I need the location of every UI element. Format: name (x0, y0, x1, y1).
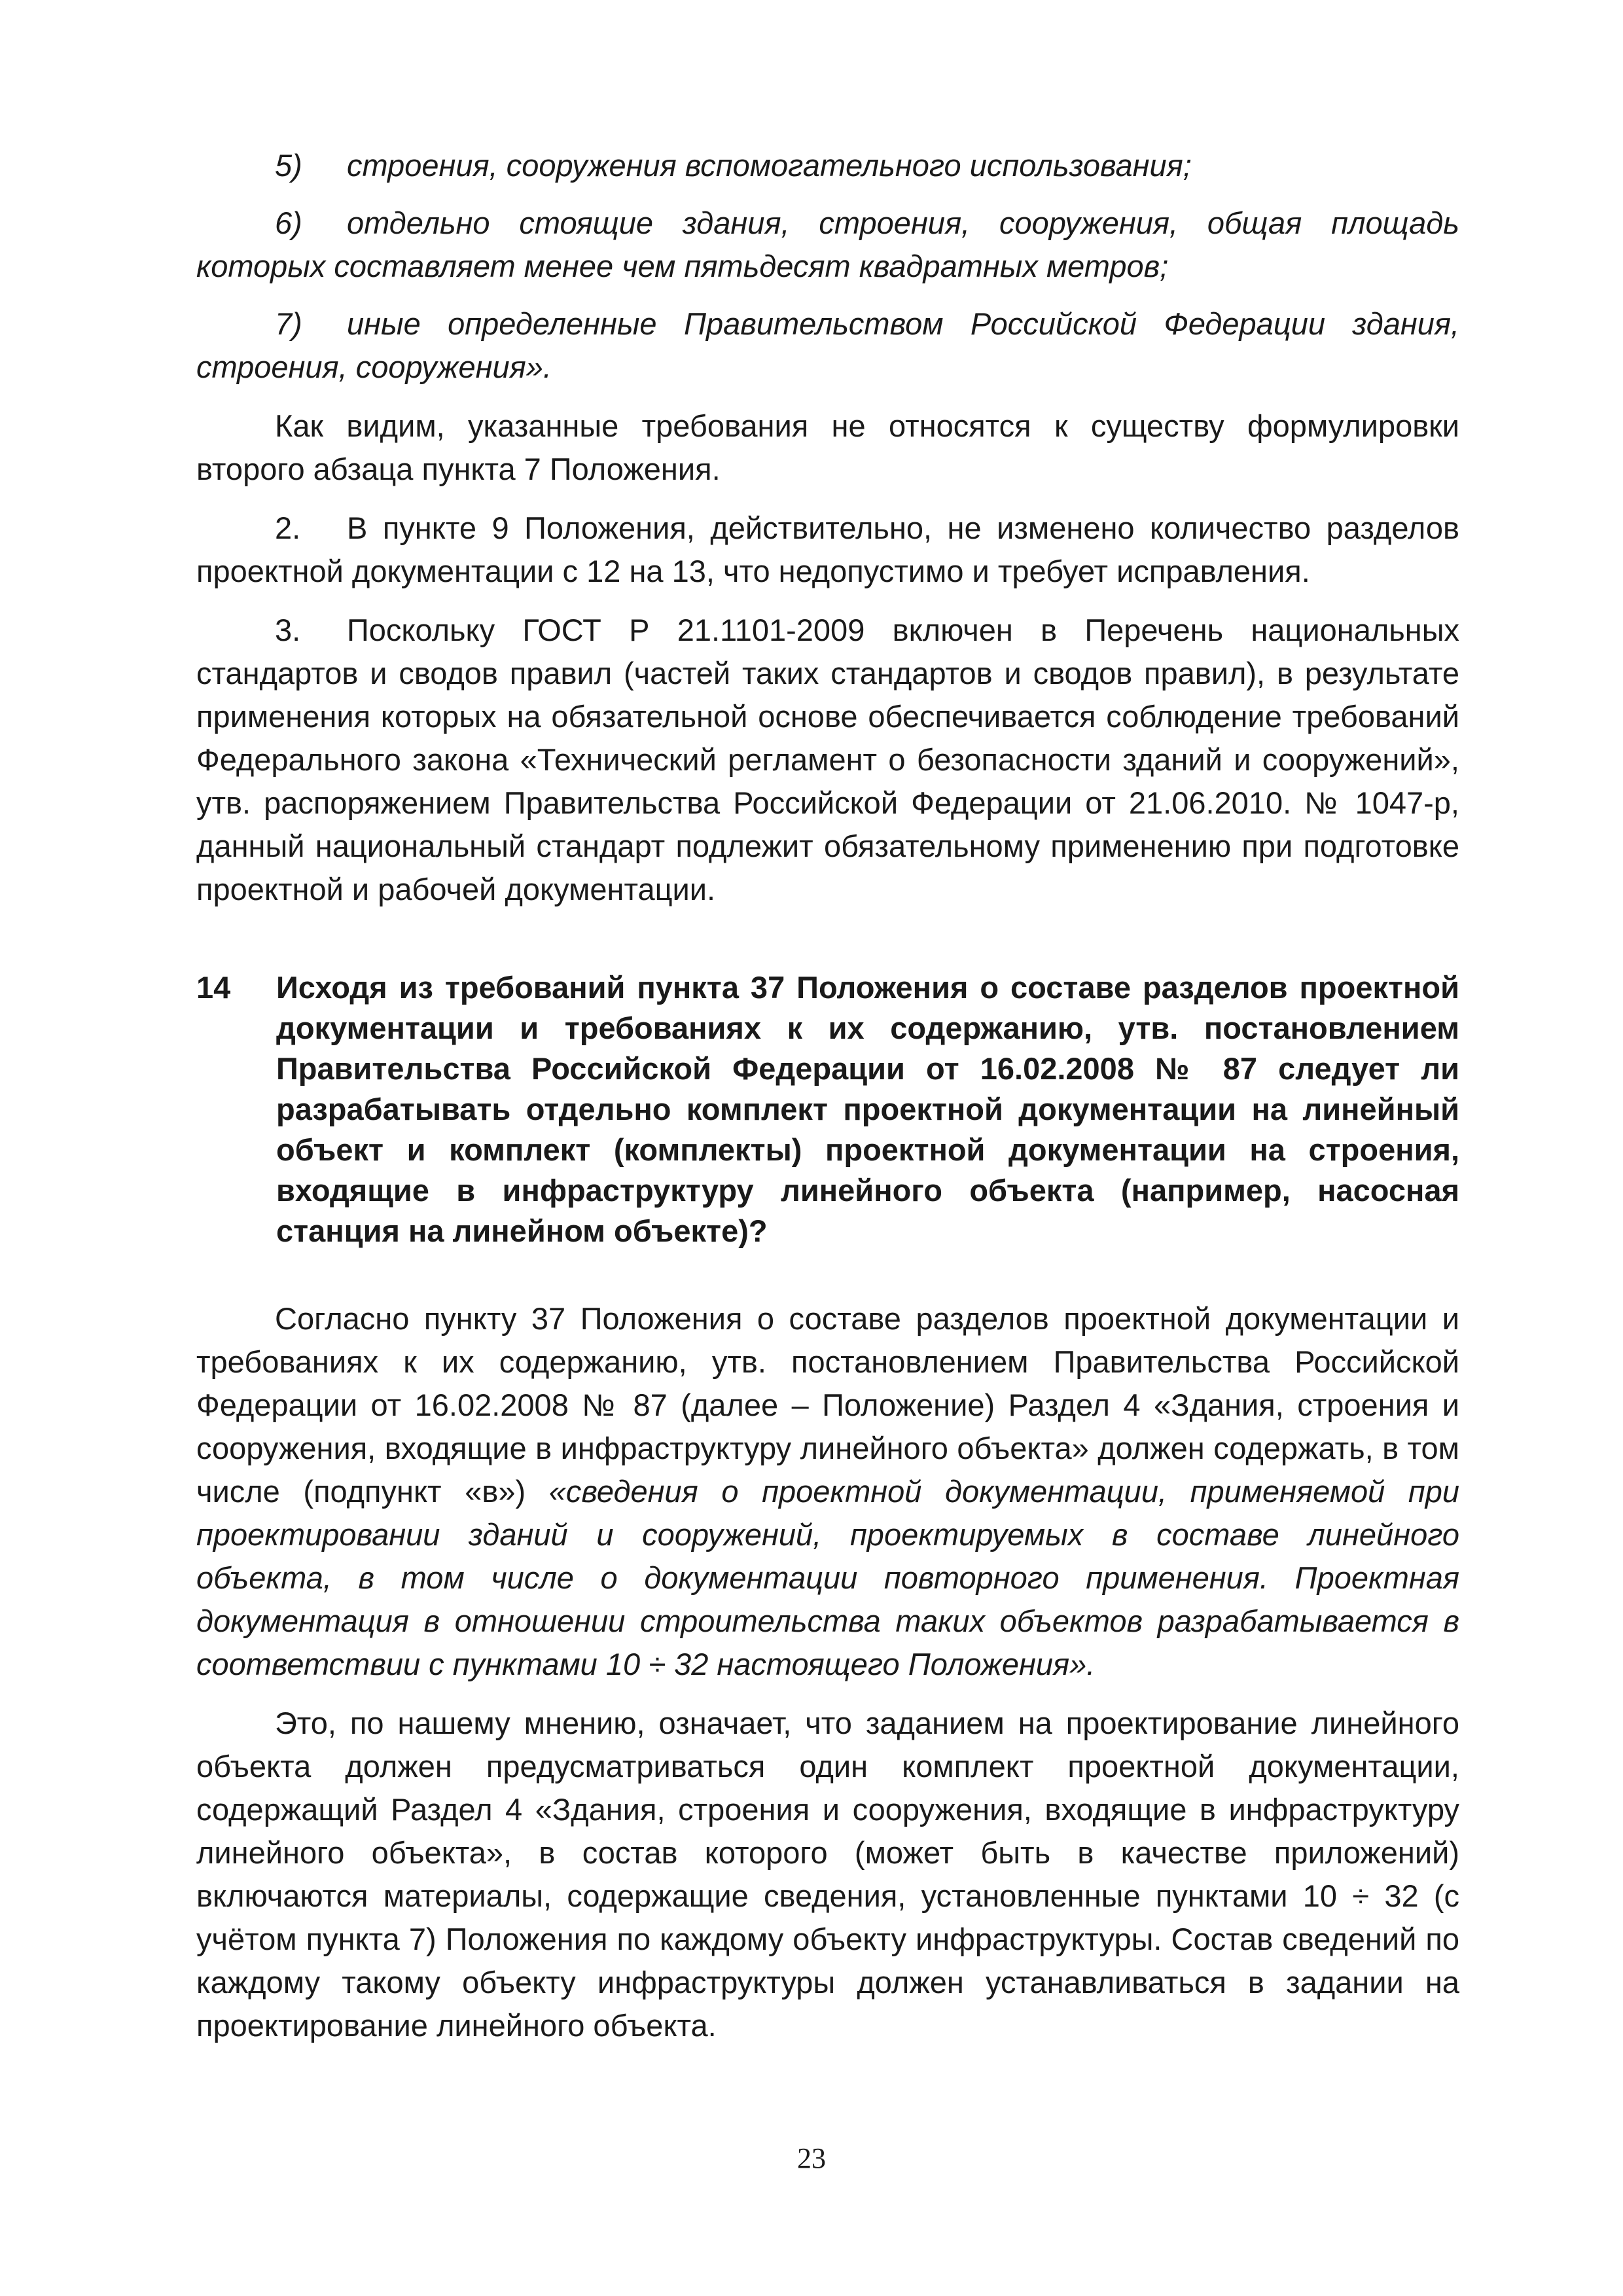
list-item-number: 6) (275, 206, 302, 240)
answer-lead-text: Согласно пункту 37 Положения о составе разделов проектной документации и требованиях к их содержанию, утв. постановлением Правительства Российской Федерации от 16.02.2008 № 87 (далее – Положение) Раздел 4 «Здания, строения и сооружения, входящие в инфраструктуру линейного объекта» должен содержать, в том числе (подпункт «в») (196, 1301, 1459, 1509)
document-body (196, 144, 1459, 2047)
point-number: 2. (275, 511, 301, 545)
list-item (196, 302, 1459, 389)
list-item (196, 202, 1459, 288)
question-text: Исходя из требований пункта 37 Положения о составе разделов проектной документации и требованиях к их содержанию, утв. постановлением Правительства Российской Федерации от 16.02.2008 № 87 следует ли разрабатывать отдельно комплект проектной документации на линейный объект и комплект (комплекты) проектной документации на строения, входящие в инфраструктуру линейного объекта (например, насосная станция на линейном объекте)? (276, 970, 1459, 1248)
body-paragraph: Как видим, указанные требования не относятся к существу формулировки второго абзаца пункта 7 Положения. (196, 408, 1459, 486)
numbered-point (196, 507, 1459, 593)
question-number: 14 (196, 970, 231, 1005)
point-text: В пункте 9 Положения, действительно, не изменено количество разделов проектной документации с 12 на 13, что недопустимо и требует исправления. (196, 511, 1459, 588)
list-item-number: 7) (275, 306, 302, 341)
list-item-text: строения, сооружения вспомогательного использования; (347, 148, 1192, 183)
point-number: 3. (275, 613, 301, 647)
answer-quote: «сведения о проектной документации, применяемой при проектировании зданий и сооружений, проектируемых в составе линейного объекта, в том числе о документации повторного применения. Проектная документация в отношении строительства таких объектов разрабатывается в соответствии с пунктами 10 ÷ 32 настоящего Положения». (196, 1474, 1459, 1681)
answer-paragraph: Это, по нашему мнению, означает, что заданием на проектирование линейного объекта должен предусматриваться один комплект проектной документации, содержащий Раздел 4 «Здания, строения и сооружения, входящие в инфраструктуру линейного объекта», в состав которого (может быть в качестве приложений) включаются материалы, содержащие сведения, установленные пунктами 10 ÷ 32 (с учётом пункта 7) Положения по каждому объекту инфраструктуры. Состав сведений по каждому такому объекту инфраструктуры должен устанавливаться в задании на проектирование линейного объекта. (196, 1706, 1459, 2043)
list-item-text: иные определенные Правительством Российской Федерации здания, строения, сооружения». (196, 306, 1459, 384)
numbered-point (196, 609, 1459, 911)
list-item-text: отдельно стоящие здания, строения, сооружения, общая площадь которых составляет менее чем пятьдесят квадратных метров; (196, 206, 1459, 283)
answer-paragraph (196, 1297, 1459, 1686)
list-item (196, 144, 1459, 187)
point-text: Поскольку ГОСТ Р 21.1101-2009 включен в Перечень национальных стандартов и сводов правил (частей таких стандартов и сводов правил), в результате применения которых на обязательной основе обеспечивается соблюдение требований Федерального закона «Технический регламент о безопасности зданий и сооружений», утв. распоряжением Правительства Российской Федерации от 21.06.2010. № 1047-р, данный национальный стандарт подлежит обязательному применению при подготовке проектной и рабочей документации. (196, 613, 1459, 906)
question-block (196, 967, 1459, 1251)
page-number: 23 (797, 2142, 826, 2174)
list-item-number: 5) (275, 148, 302, 183)
